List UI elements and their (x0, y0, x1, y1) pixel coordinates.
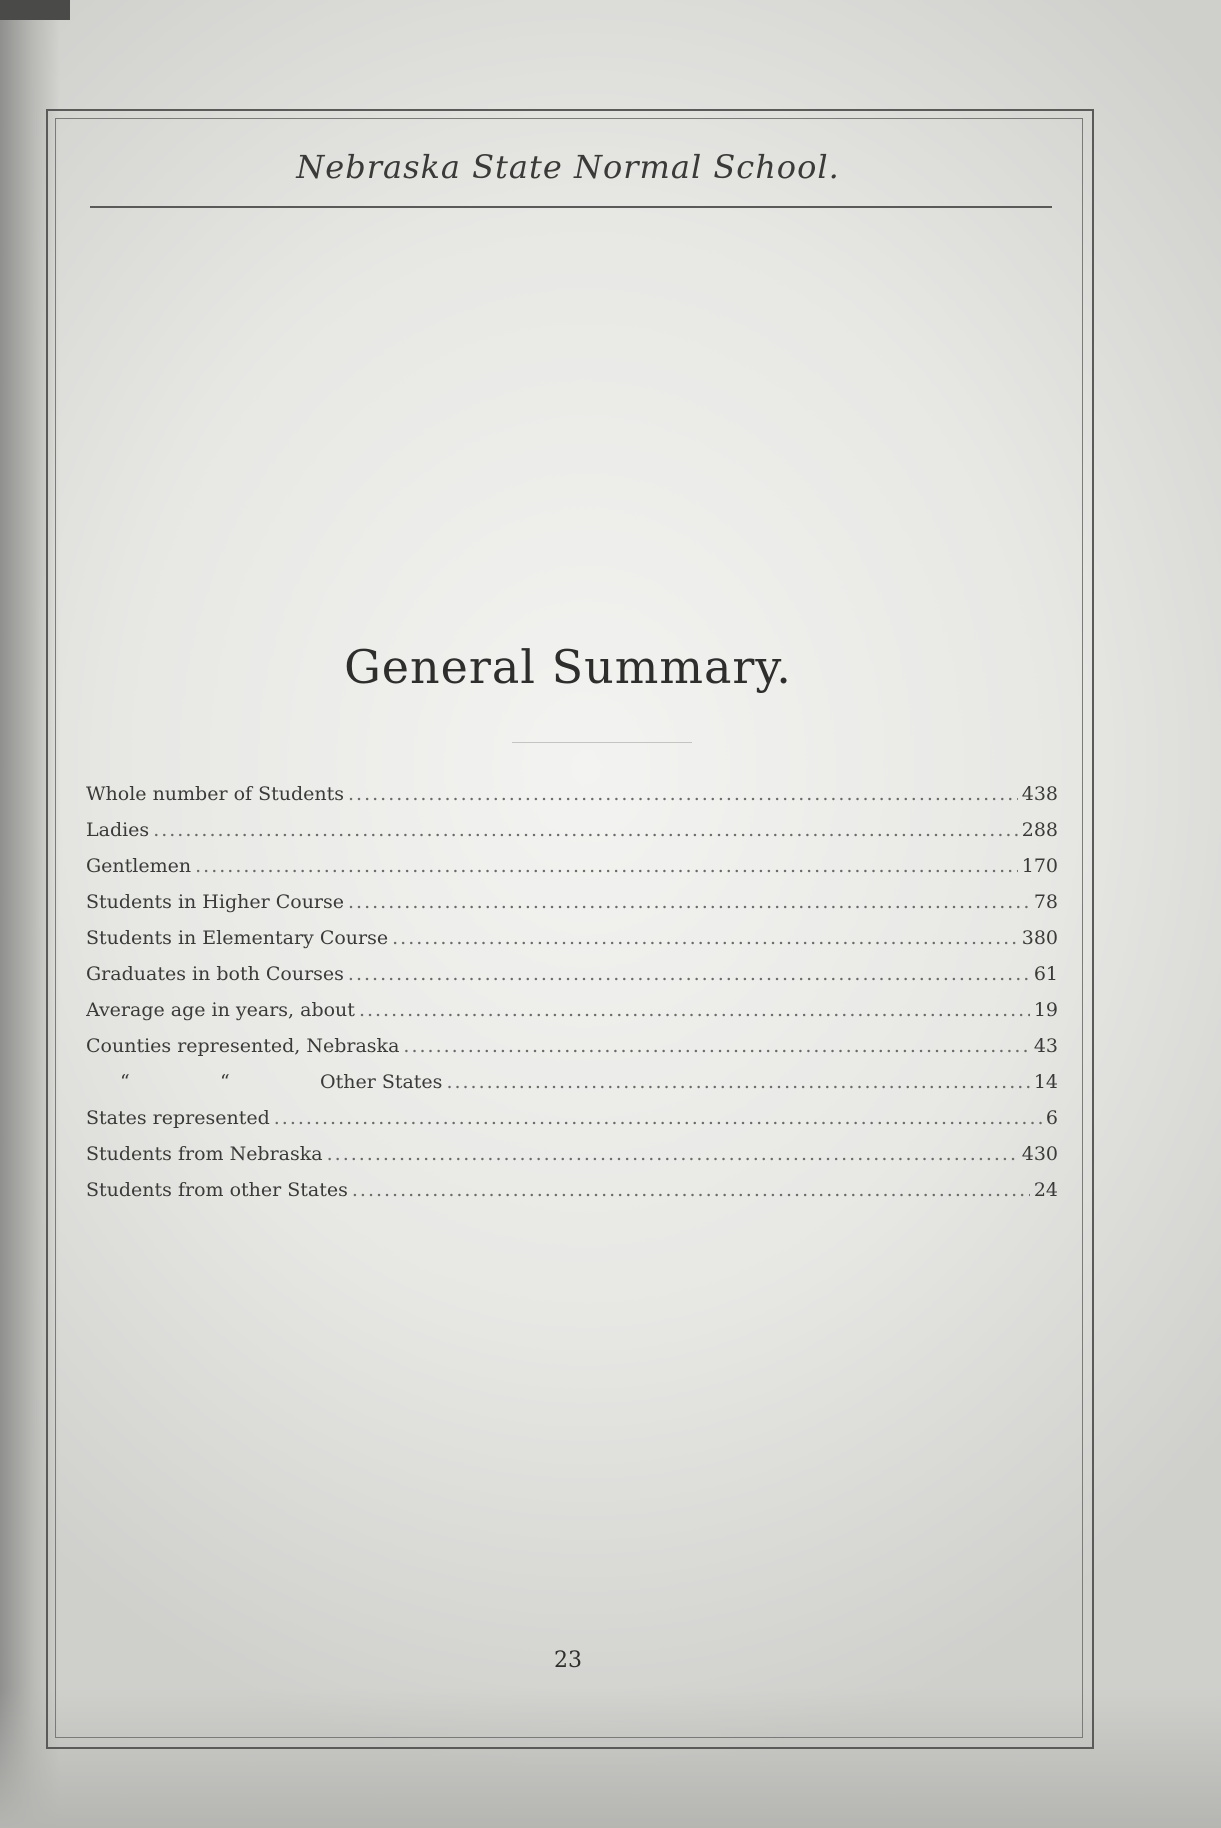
summary-label: Graduates in both Courses (86, 963, 344, 985)
summary-value: 288 (1021, 819, 1058, 841)
summary-label: Whole number of Students (86, 783, 345, 805)
summary-label: Ladies (86, 819, 150, 841)
summary-value: 438 (1021, 783, 1058, 805)
summary-value: 170 (1021, 855, 1058, 877)
title-rule (512, 742, 692, 743)
summary-row-graduates (86, 963, 1058, 999)
summary-value: 78 (1033, 891, 1058, 913)
leader-dots (348, 783, 1018, 805)
summary-row-higher-course (86, 891, 1058, 927)
ditto-mark: “ (220, 1071, 230, 1093)
page-title: General Summary. (344, 640, 792, 694)
summary-label: Students from other States (86, 1179, 348, 1201)
summary-list (86, 783, 1058, 1215)
leader-dots (446, 1071, 1029, 1093)
summary-label: States represented (86, 1107, 270, 1129)
summary-value: 61 (1033, 963, 1058, 985)
summary-label-ditto (86, 1071, 442, 1093)
summary-label: Counties represented, Nebraska (86, 1035, 400, 1057)
summary-value: 6 (1045, 1107, 1058, 1129)
summary-row-states-represented (86, 1107, 1058, 1143)
leader-dots (327, 1143, 1018, 1165)
summary-value: 43 (1033, 1035, 1058, 1057)
summary-value: 24 (1033, 1179, 1058, 1201)
leader-dots (403, 1035, 1029, 1057)
summary-label: Other States (320, 1071, 443, 1093)
summary-row-students-nebraska (86, 1143, 1058, 1179)
summary-row-average-age (86, 999, 1058, 1035)
summary-value: 430 (1021, 1143, 1058, 1165)
ditto-mark: “ (120, 1071, 130, 1093)
running-head: Nebraska State Normal School. (296, 148, 840, 186)
summary-row-whole-number (86, 783, 1058, 819)
summary-row-counties-nebraska (86, 1035, 1058, 1071)
summary-label: Students in Elementary Course (86, 927, 389, 949)
summary-label: Gentlemen (86, 855, 192, 877)
summary-row-counties-other-states (86, 1071, 1058, 1107)
leader-dots (348, 963, 1030, 985)
summary-value: 19 (1033, 999, 1058, 1021)
leader-dots (348, 891, 1030, 913)
summary-row-gentlemen (86, 855, 1058, 891)
leader-dots (153, 819, 1018, 841)
summary-value: 14 (1033, 1071, 1058, 1093)
scan-corner (0, 0, 70, 20)
leader-dots (359, 999, 1030, 1021)
summary-label: Students in Higher Course (86, 891, 345, 913)
page-number: 23 (554, 1648, 582, 1673)
header-rule (90, 206, 1052, 208)
leader-dots (392, 927, 1018, 949)
leader-dots (352, 1179, 1030, 1201)
summary-row-ladies (86, 819, 1058, 855)
summary-row-students-other-states (86, 1179, 1058, 1215)
summary-row-elementary-course (86, 927, 1058, 963)
summary-value: 380 (1021, 927, 1058, 949)
leader-dots (195, 855, 1018, 877)
leader-dots (274, 1107, 1042, 1129)
summary-label: Students from Nebraska (86, 1143, 323, 1165)
summary-label: Average age in years, about (86, 999, 355, 1021)
